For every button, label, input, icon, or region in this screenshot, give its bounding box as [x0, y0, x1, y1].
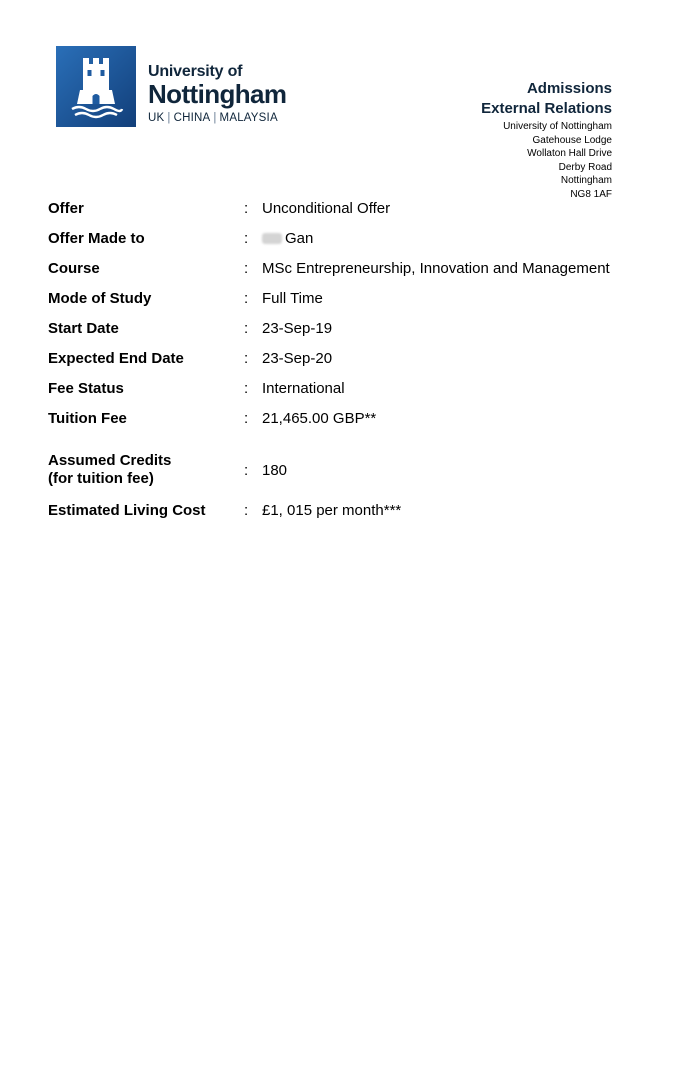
detail-separator: : [244, 410, 249, 427]
applicant-surname: Gan [285, 230, 314, 247]
address-line: Gatehouse Lodge [532, 134, 612, 146]
detail-label: Mode of Study [48, 290, 152, 307]
wordmark-line2: Nottingham [148, 79, 287, 109]
detail-row-mode-of-study [48, 290, 648, 312]
detail-label: Estimated Living Cost [48, 502, 206, 519]
detail-row-offer-made-to [48, 230, 648, 252]
campus-uk: UK [148, 112, 165, 124]
detail-separator: : [244, 230, 249, 247]
campus-separator: | [167, 112, 171, 124]
detail-value: International [262, 380, 345, 397]
detail-label-line1: Assumed Credits [48, 452, 172, 469]
department-admissions: Admissions [526, 80, 612, 97]
detail-value: Unconditional Offer [262, 200, 391, 217]
detail-label: Tuition Fee [48, 410, 127, 427]
detail-row-living-cost [48, 502, 648, 524]
castle-crest-icon [56, 46, 136, 127]
detail-separator: : [244, 290, 249, 307]
detail-separator: : [244, 380, 249, 397]
detail-separator: : [244, 260, 249, 277]
detail-label-line2: (for tuition fee) [48, 470, 154, 487]
campus-list [148, 110, 286, 126]
detail-label: Course [48, 260, 100, 277]
detail-separator: : [244, 462, 249, 479]
detail-value: 23-Sep-20 [262, 350, 333, 367]
detail-separator: : [244, 350, 249, 367]
campus-malaysia: MALAYSIA [219, 112, 278, 124]
detail-label: Offer [48, 200, 84, 217]
detail-row-tuition-fee [48, 410, 648, 432]
campus-separator: | [213, 112, 217, 124]
redacted-name [262, 233, 282, 244]
address-line: University of Nottingham [503, 121, 612, 132]
department-external-relations: External Relations [481, 100, 612, 117]
university-logo [56, 46, 286, 128]
detail-separator: : [244, 320, 249, 337]
wordmark-line1: University of [148, 63, 243, 80]
detail-value: 21,465.00 GBP** [262, 410, 377, 427]
address-line: Nottingham [560, 175, 612, 186]
campus-china: CHINA [173, 112, 211, 124]
detail-value: 23-Sep-19 [262, 320, 333, 337]
detail-separator: : [244, 200, 249, 217]
detail-value-name [262, 230, 313, 248]
detail-row-offer [48, 200, 648, 222]
detail-label [48, 452, 171, 488]
detail-row-expected-end-date [48, 350, 648, 372]
detail-row-fee-status [48, 380, 648, 402]
detail-label: Start Date [48, 320, 119, 337]
detail-row-course [48, 260, 648, 282]
detail-value: £1, 015 per month*** [262, 502, 402, 519]
detail-row-assumed-credits [48, 452, 648, 490]
detail-label: Expected End Date [48, 350, 184, 367]
detail-row-start-date [48, 320, 648, 342]
sender-address [481, 79, 612, 201]
address-lines [481, 120, 612, 201]
detail-value: MSc Entrepreneurship, Innovation and Management [262, 260, 610, 277]
detail-label: Fee Status [48, 380, 124, 397]
address-line: Wollaton Hall Drive [527, 148, 612, 159]
detail-separator: : [244, 502, 249, 519]
wordmark [148, 63, 286, 126]
detail-value: Full Time [262, 290, 323, 307]
detail-value: 180 [262, 462, 288, 479]
detail-label: Offer Made to [48, 230, 145, 247]
address-line: Derby Road [558, 161, 612, 173]
address-postcode: NG8 1AF [570, 188, 612, 200]
